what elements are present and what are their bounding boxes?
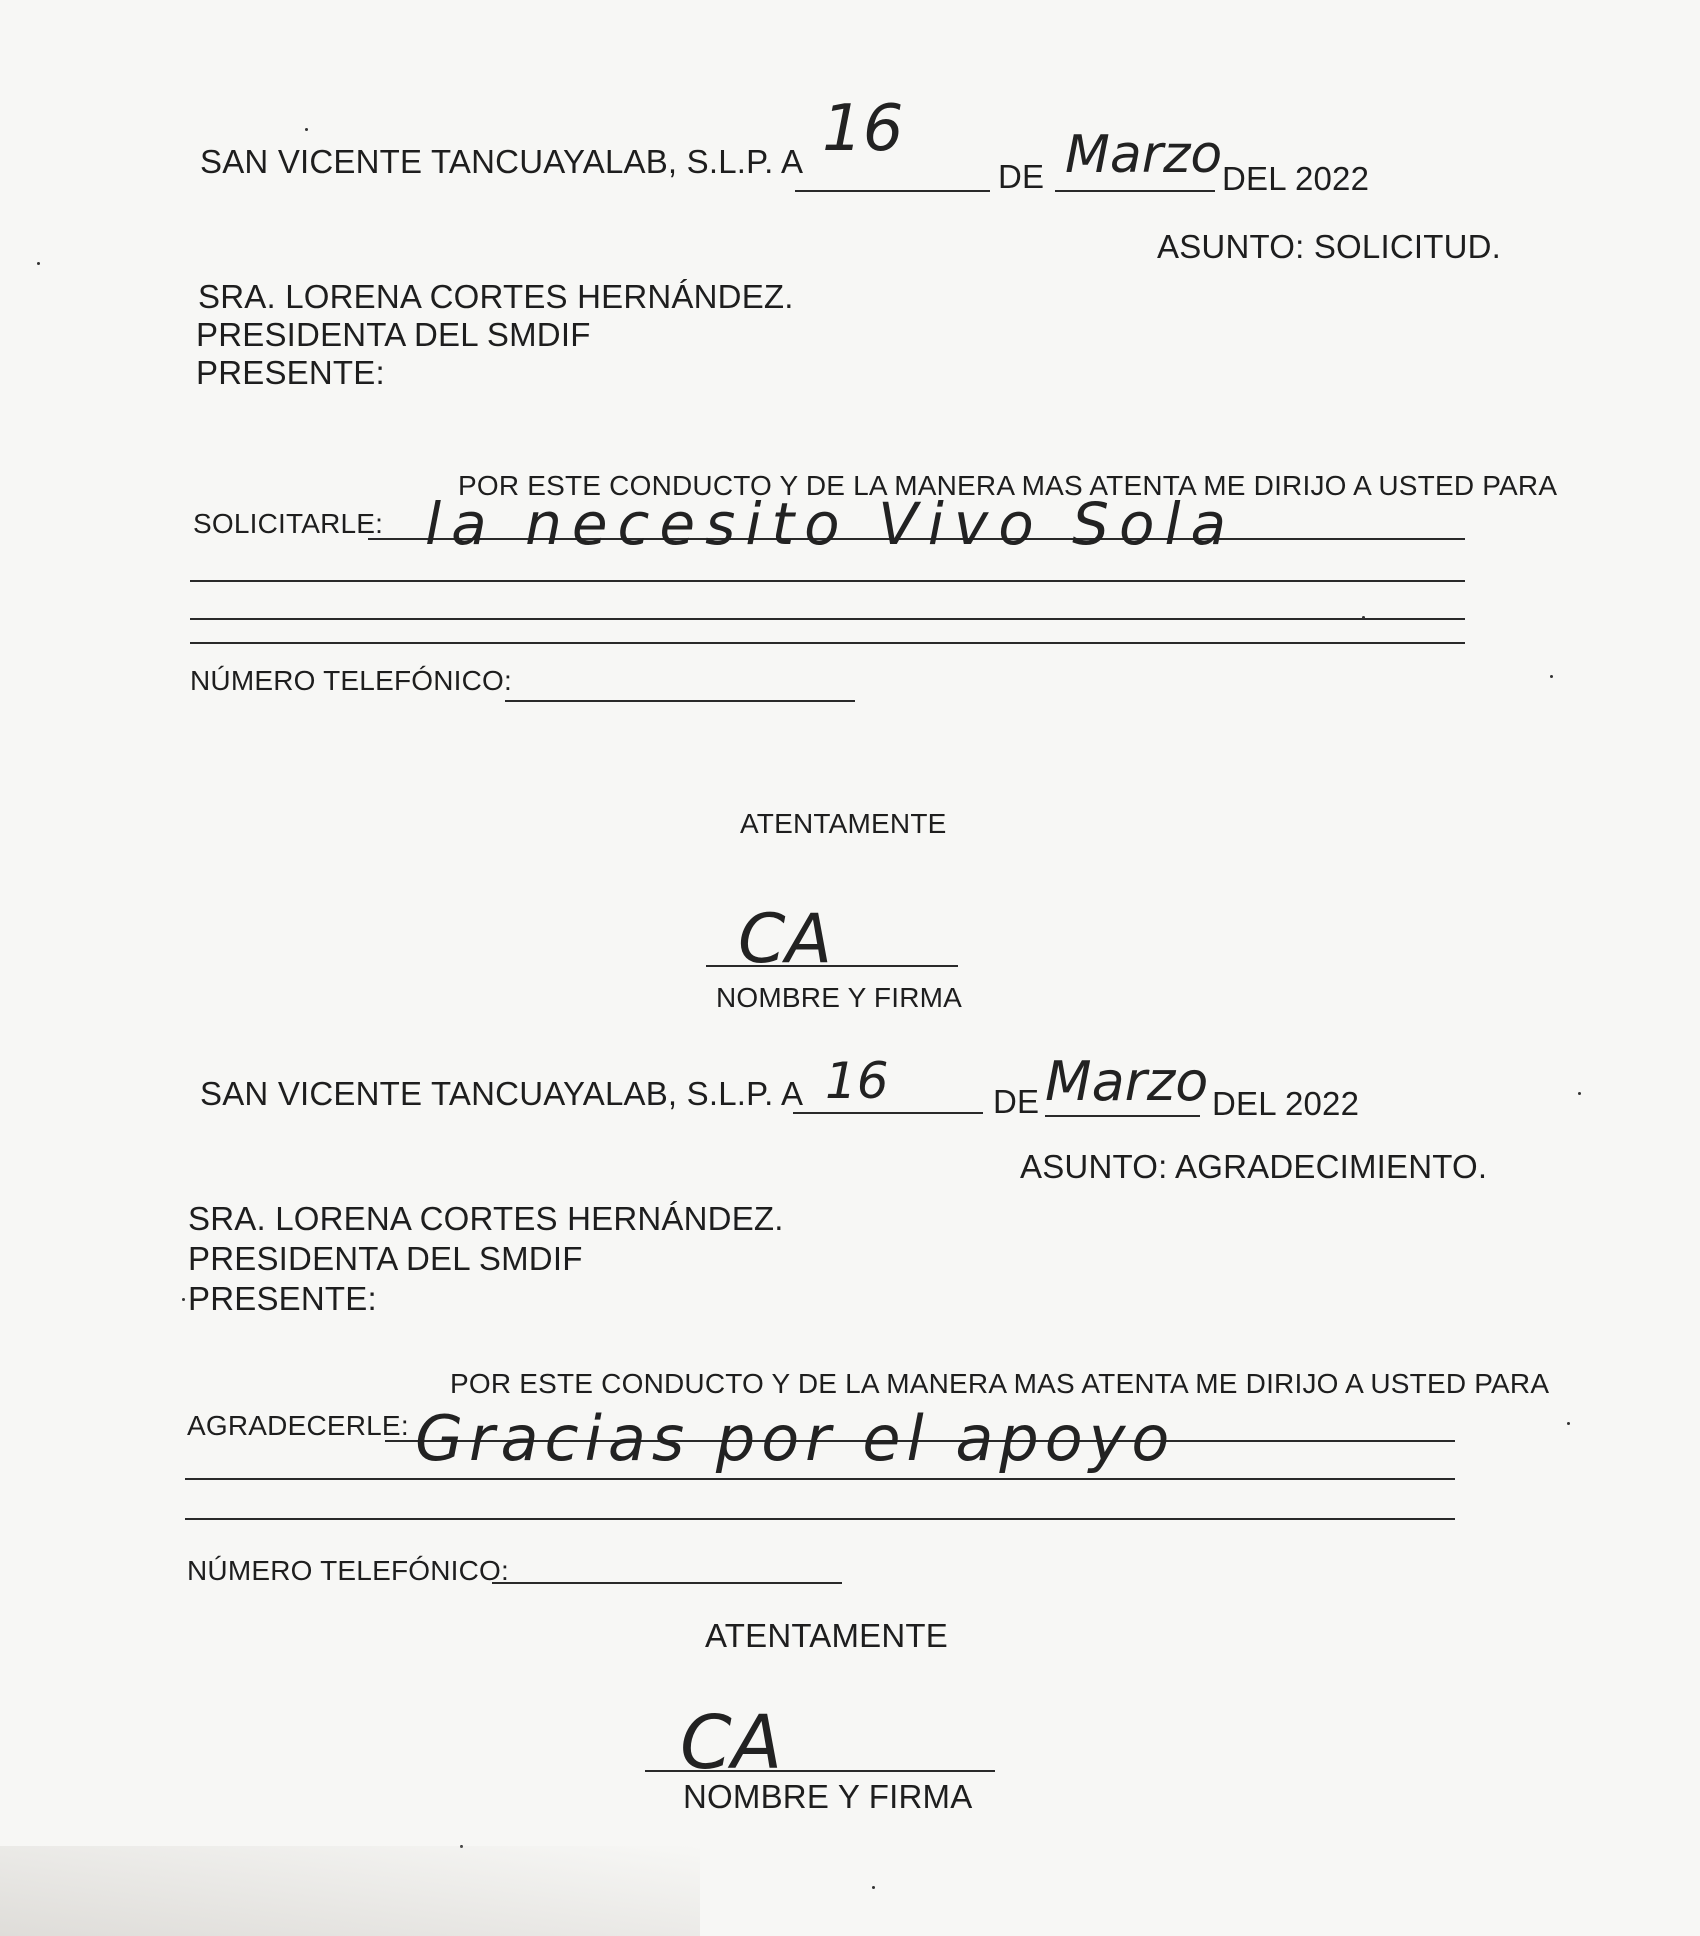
- subject: ASUNTO: SOLICITUD.: [1157, 228, 1502, 265]
- recipient-name: SRA. LORENA CORTES HERNÁNDEZ.: [198, 278, 794, 315]
- de-label: DE: [998, 158, 1045, 195]
- scan-speck: [1578, 1092, 1581, 1095]
- place-date-label: SAN VICENTE TANCUAYALAB, S.L.P. A: [200, 1075, 804, 1112]
- recipient-title: PRESIDENTA DEL SMDIF: [188, 1240, 583, 1277]
- scan-speck: [37, 262, 40, 265]
- recipient-name: SRA. LORENA CORTES HERNÁNDEZ.: [188, 1200, 784, 1237]
- phone-label: NÚMERO TELEFÓNICO:: [187, 1555, 510, 1586]
- month-line: [1055, 190, 1215, 192]
- scan-speck: [1550, 675, 1553, 678]
- greeting: PRESENTE:: [196, 354, 385, 391]
- intro-text: POR ESTE CONDUCTO Y DE LA MANERA MAS ATENTA ME DIRIJO A USTED PARA: [458, 470, 1558, 501]
- place-date-label: SAN VICENTE TANCUAYALAB, S.L.P. A: [200, 143, 804, 180]
- phone-label: NÚMERO TELEFÓNICO:: [190, 665, 513, 696]
- purpose-line-2: [185, 1478, 1455, 1480]
- signature-line: [706, 965, 958, 967]
- phone-line: [505, 700, 855, 702]
- signature-line: [645, 1770, 995, 1772]
- scan-speck: [1567, 1422, 1570, 1425]
- purpose-handwritten: la necesito Vivo Sola: [425, 490, 1237, 558]
- purpose-line-3: [185, 1518, 1455, 1520]
- day-handwritten: 16: [822, 92, 904, 166]
- intro-text: POR ESTE CONDUCTO Y DE LA MANERA MAS ATENTA ME DIRIJO A USTED PARA: [450, 1368, 1550, 1399]
- year-label: DEL 2022: [1212, 1085, 1360, 1122]
- signature: CA: [680, 1700, 783, 1786]
- day-line: [793, 1112, 983, 1114]
- phone-line: [492, 1582, 842, 1584]
- scan-speck: [1362, 616, 1365, 619]
- subject: ASUNTO: AGRADECIMIENTO.: [1020, 1148, 1488, 1185]
- signature-label: NOMBRE Y FIRMA: [716, 982, 963, 1013]
- purpose-line-3: [190, 618, 1465, 620]
- scan-speck: [872, 1886, 875, 1889]
- day-line: [795, 190, 990, 192]
- signature: CA: [738, 900, 832, 979]
- purpose-label: AGRADECERLE:: [187, 1410, 409, 1441]
- purpose-handwritten: Gracias por el apoyo: [415, 1402, 1176, 1475]
- purpose-label: SOLICITARLE:: [193, 508, 384, 539]
- day-handwritten: 16: [825, 1052, 889, 1110]
- month-handwritten: Marzo: [1065, 125, 1223, 185]
- purpose-line-2: [190, 580, 1465, 582]
- de-label: DE: [993, 1083, 1040, 1120]
- closing: ATENTAMENTE: [740, 808, 947, 839]
- recipient-title: PRESIDENTA DEL SMDIF: [196, 316, 591, 353]
- scan-shadow: [0, 1846, 700, 1936]
- purpose-line-4: [190, 642, 1465, 644]
- greeting: PRESENTE:: [188, 1280, 377, 1317]
- month-handwritten: Marzo: [1045, 1050, 1209, 1113]
- closing: ATENTAMENTE: [705, 1617, 948, 1654]
- signature-label: NOMBRE Y FIRMA: [683, 1778, 973, 1815]
- scan-speck: [182, 1298, 185, 1301]
- month-line: [1045, 1115, 1200, 1117]
- scan-speck: [305, 128, 308, 131]
- year-label: DEL 2022: [1222, 160, 1370, 197]
